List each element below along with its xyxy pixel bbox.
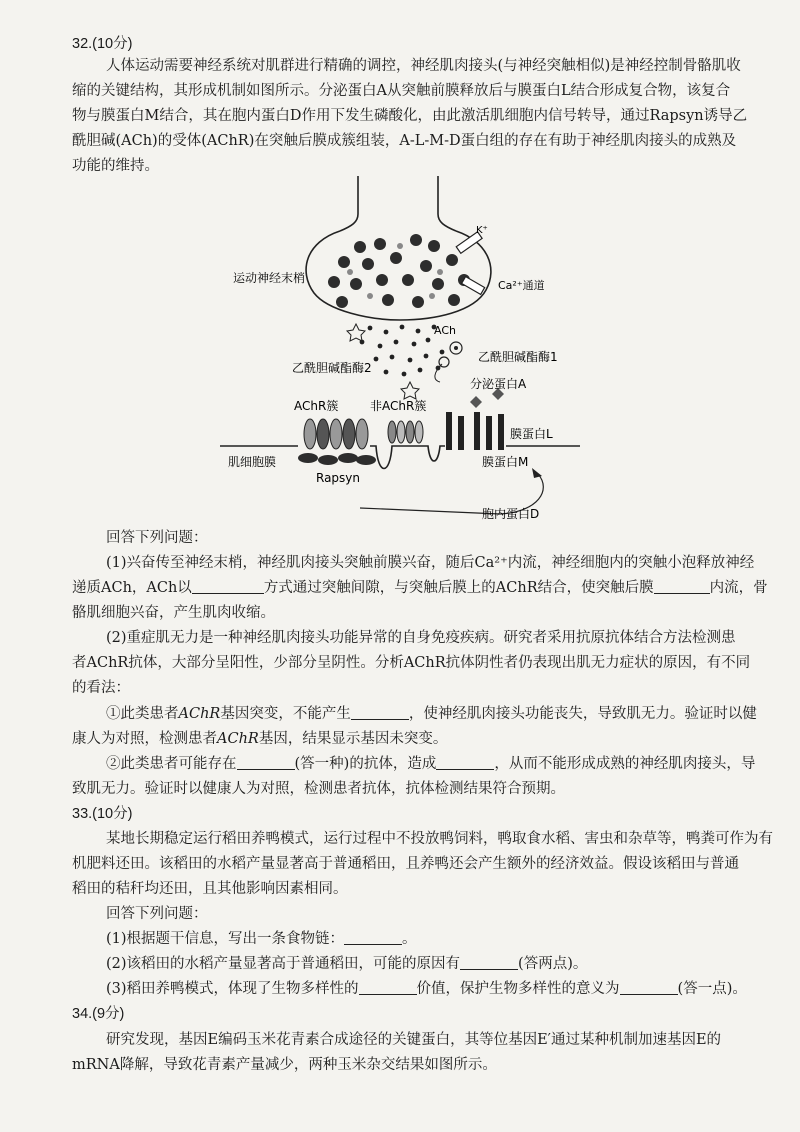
ache1-label: 乙酰胆碱酯酶1 xyxy=(478,350,558,364)
membrane-protein-l-m xyxy=(446,412,504,450)
q33-sub1: (1)根据题干信息，写出一条食物链： 。 xyxy=(106,931,417,947)
answer-blank-9[interactable] xyxy=(620,980,678,995)
ache2-label: 乙酰胆碱酯酶2 xyxy=(292,361,372,375)
answer-blank-4[interactable] xyxy=(237,755,295,770)
rapsyn-label: Rapsyn xyxy=(316,471,361,485)
answer-blank-5[interactable] xyxy=(436,755,494,770)
q34-header: 34.(9分) xyxy=(72,1006,125,1022)
q33-intro-3: 稻田的秸秆均还田，且其他影响因素相同。 xyxy=(72,881,348,897)
achr-cluster xyxy=(304,419,368,449)
non-achr-cluster xyxy=(388,421,423,443)
q32-sub2-view1-line2: 康人为对照，检测患者AChR基因，结果显示基因未突变。 xyxy=(72,731,448,747)
q33-answer-prompt: 回答下列问题： xyxy=(106,906,208,922)
q32-sub1-line3: 骼肌细胞兴奋，产生肌肉收缩。 xyxy=(72,605,275,621)
q34-line2: mRNA降解，导致花青素产量减少，两种玉米杂交结果如图所示。 xyxy=(72,1057,497,1073)
non-achr-cluster-label: 非AChR簇 xyxy=(370,399,427,413)
q33-intro-2: 机肥料还田。该稻田的水稻产量显著高于普通稻田，且养鸭还会产生额外的经济效益。假设该稻田与普通 xyxy=(72,856,739,872)
ca-channel-label: Ca²⁺通道 xyxy=(498,279,545,292)
secreted-protein-a-label: 分泌蛋白A xyxy=(470,377,527,391)
ache2-enzyme xyxy=(401,382,419,399)
membrane-protein-m-label: 膜蛋白M xyxy=(482,455,529,469)
answer-blank-8[interactable] xyxy=(359,980,417,995)
nmj-diagram xyxy=(220,176,600,521)
q32-sub2-view1-line1: ①此类患者AChR基因突变，不能产生 ，使神经肌肉接头功能丧失，导致肌无力。验证时以健 xyxy=(106,706,757,722)
k-ion-label: K⁺ xyxy=(476,225,488,236)
answer-blank-1[interactable] xyxy=(192,579,264,594)
q32-sub2-line1: (2)重症肌无力是一种神经肌肉接头功能异常的自身免疫疾病。研究者采用抗原抗体结合方法检测患 xyxy=(106,630,736,646)
ache2-enzyme-top xyxy=(347,324,365,341)
intracellular-protein-d-label: 胞内蛋白D xyxy=(482,507,540,521)
ca-channel xyxy=(462,277,485,295)
achr-cluster-label: AChR簇 xyxy=(294,399,339,413)
muscle-membrane-label: 肌细胞膜 xyxy=(228,455,277,469)
motor-nerve-ending-label: 运动神经末梢 xyxy=(233,271,306,285)
answer-blank-6[interactable] xyxy=(344,930,402,945)
q33-header: 33.(10分) xyxy=(72,806,133,822)
q32-sub1-line1: (1)兴奋传至神经末梢，神经肌肉接头突触前膜兴奋，随后Ca²⁺内流，神经细胞内的突触小泡释放神经 xyxy=(106,555,755,571)
q32-intro-4: 酰胆碱(ACh)的受体(AChR)在突触后膜成簇组装，A-L-M-D蛋白组的存在有助于神经肌肉接头的成熟及 xyxy=(72,133,737,149)
q33-sub3: (3)稻田养鸭模式，体现了生物多样性的 价值，保护生物多样性的意义为 (答一点)。 xyxy=(106,981,747,997)
q33-sub2: (2)该稻田的水稻产量显著高于普通稻田，可能的原因有 (答两点)。 xyxy=(106,956,588,972)
secreted-protein-a xyxy=(470,388,504,408)
q32-sub2-line2: 者AChR抗体，大部分呈阳性，少部分呈阴性。分析AChR抗体阴性者仍表现出肌无力症状的原因，有不同 xyxy=(72,655,751,671)
q32-sub2-line3: 的看法： xyxy=(72,680,130,696)
q32-intro-3: 物与膜蛋白M结合，其在胞内蛋白D作用下发生磷酸化，由此激活肌细胞内信号转导，通过Rapsyn诱导乙 xyxy=(72,108,748,124)
answer-blank-7[interactable] xyxy=(460,955,518,970)
answer-blank-2[interactable] xyxy=(654,579,710,594)
answer-blank-3[interactable] xyxy=(351,705,409,720)
rapsyn-molecules xyxy=(298,453,376,465)
q32-sub2-view2-line1: ②此类患者可能存在 (答一种)的抗体，造成 ，从而不能形成成熟的神经肌肉接头，导 xyxy=(106,756,756,772)
q34-line1: 研究发现，基因E编码玉米花青素合成途径的关键蛋白，其等位基因E′通过某种机制加速基因E的 xyxy=(106,1032,722,1048)
q32-answer-prompt: 回答下列问题： xyxy=(106,530,208,546)
ach-molecules xyxy=(360,325,445,377)
q32-header: 32.(10分) xyxy=(72,36,133,52)
q32-intro-1: 人体运动需要神经系统对肌群进行精确的调控，神经肌肉接头(与神经突触相似)是神经控制骨骼肌收 xyxy=(106,58,741,74)
axon-right-wall xyxy=(438,176,456,231)
q32-intro-5: 功能的维持。 xyxy=(72,158,159,174)
q33-intro-1: 某地长期稳定运行稻田养鸭模式，运行过程中不投放鸭饲料，鸭取食水稻、害虫和杂草等，鸭粪可作为有 xyxy=(106,831,773,847)
q32-sub2-view2-line2: 致肌无力。验证时以健康人为对照，检测患者抗体，抗体检测结果符合预期。 xyxy=(72,781,565,797)
membrane-protein-l-label: 膜蛋白L xyxy=(510,427,553,441)
ach-label: ACh xyxy=(434,324,456,337)
q32-sub1-line2: 递质ACh，ACh以 方式通过突触间隙，与突触后膜上的AChR结合，使突触后膜 内流，骨 xyxy=(72,580,768,596)
q32-intro-2: 缩的关键结构，其形成机制如图所示。分泌蛋白A从突触前膜释放后与膜蛋白L结合形成复合物，该复合 xyxy=(72,83,731,99)
axon-left-wall xyxy=(340,176,358,231)
